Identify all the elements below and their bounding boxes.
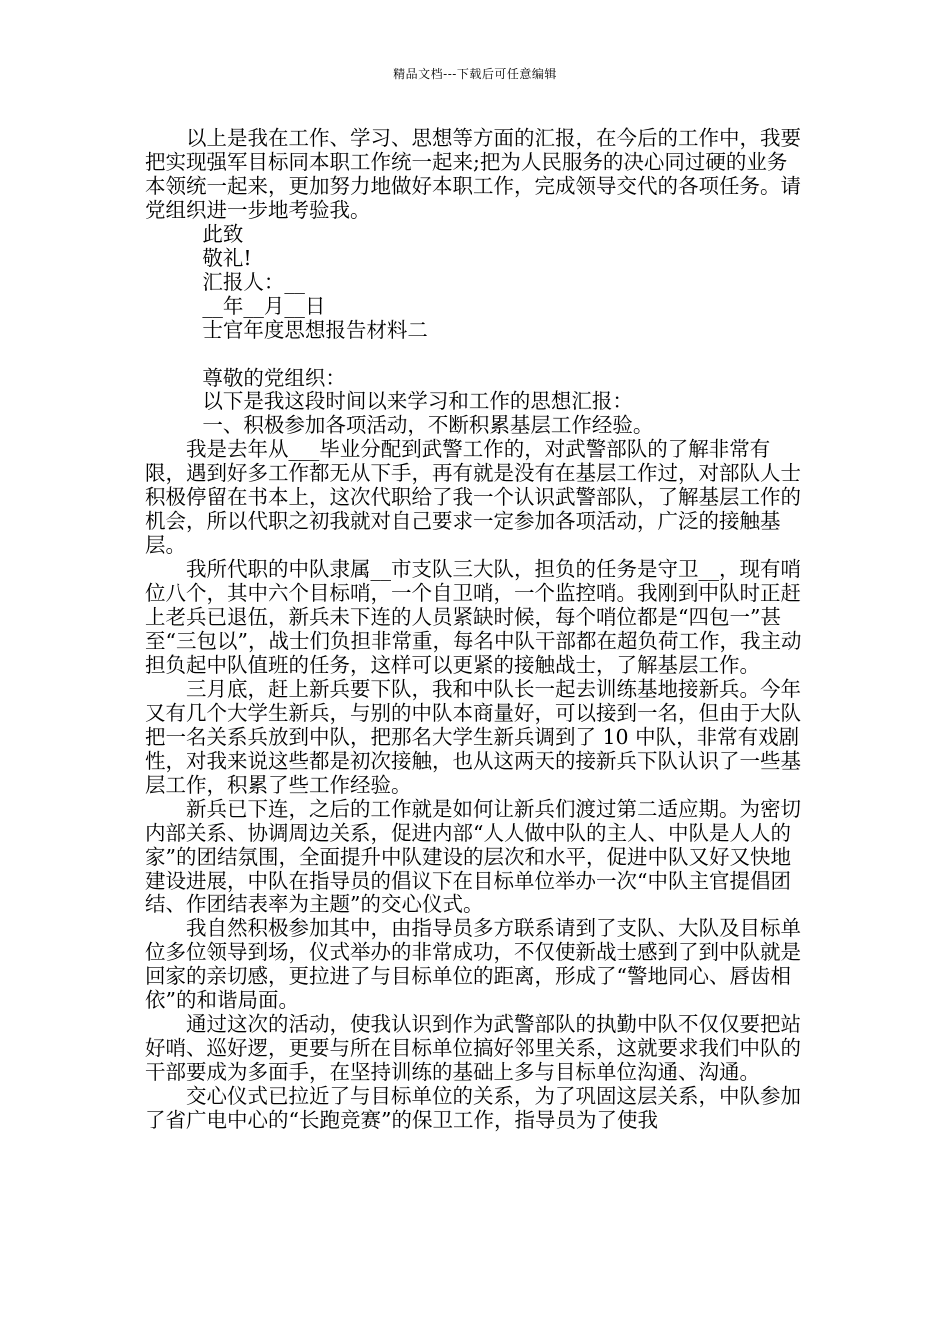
paragraph: 我是去年从___毕业分配到武警工作的，对武警部队的了解非常有限，遇到好多工作都无从下手，再有就是没有在基层工作过，对部队人士积极停留在书本上，这次代职给了我一个认识武警部队，了解基层工作的机会，所以代职之初我就对自己要求一定参加各项活动，广泛的接触基层。 (145, 437, 801, 558)
paragraph: 三月底，赶上新兵要下队，我和中队长一起去训练基地接新兵。今年又有几个大学生新兵，与别的中队本商量好，可以接到一名，但由于大队把一名关系兵放到中队，把那名大学生新兵调到了 10 中队，非常有戏剧性，对我来说这些都是初次接触，也从这两天的接新兵下队认识了一些基层工作，积累了些工作经验。 (145, 676, 801, 797)
document-body (145, 127, 805, 1133)
intro-line: 以下是我这段时间以来学习和工作的思想汇报： (202, 389, 633, 414)
paragraph: 交心仪式已拉近了与目标单位的关系，为了巩固这层关系，中队参加了省广电中心的“长跑竞赛”的保卫工作，指导员为了使我 (145, 1084, 801, 1133)
closing-respect: 敬礼! (202, 245, 252, 270)
page-header: 精品文档---下载后可任意编辑 (393, 67, 557, 81)
reporter-line: 汇报人：__ (202, 269, 305, 294)
date-line: __年__月__日 (202, 293, 326, 318)
paragraph: 我所代职的中队隶属__市支队三大队，担负的任务是守卫__，现有哨位八个，其中六个目标哨，一个自卫哨，一个监控哨。我刚到中队时正赶上老兵已退伍，新兵未下连的人员紧缺时候，每个哨位都是“四包一”甚至“三包以”，战士们负担非常重，每名中队干部都在超负荷工作，我主动担负起中队值班的任务，这样可以更紧的接触战士，了解基层工作。 (145, 557, 802, 677)
greeting: 尊敬的党组织： (202, 365, 346, 390)
closing-salutation: 此致 (202, 221, 244, 246)
paragraph: 新兵已下连，之后的工作就是如何让新兵们渡过第二适应期。为密切内部关系、协调周边关系，促进内部“人人做中队的主人、中队是人人的家”的团结氛围，全面提升中队建设的层次和水平，促进中队又好又快地建设进展，中队在指导员的倡议下在目标单位举办一次“中队主官提倡团结、作团结表率为主题”的交心仪式。 (145, 796, 801, 917)
heading-one: 一、积极参加各项活动，不断积累基层工作经验。 (202, 413, 654, 438)
paragraph: 通过这次的活动，使我认识到作为武警部队的执勤中队不仅仅要把站好哨、巡好逻，更要与所在目标单位搞好邻里关系，这就要求我们中队的干部要成为多面手，在坚持训练的基础上多与目标单位沟通、沟通。 (145, 1012, 801, 1085)
section-title: 士官年度思想报告材料二 (202, 317, 428, 342)
paragraph: 我自然积极参加其中，由指导员多方联系请到了支队、大队及目标单位多位领导到场，仪式举办的非常成功，不仅使新战士感到了到中队就是回家的亲切感，更拉进了与目标单位的距离，形成了“警地同心、唇齿相依”的和谐局面。 (145, 916, 801, 1013)
blank-line (145, 343, 805, 367)
paragraph-summary: 以上是我在工作、学习、思想等方面的汇报，在今后的工作中，我要把实现强军目标同本职工作统一起来;把为人民服务的决心同过硬的业务本领统一起来，更加努力地做好本职工作，完成领导交代的各项任务。请党组织进一步地考验我。 (145, 126, 801, 222)
